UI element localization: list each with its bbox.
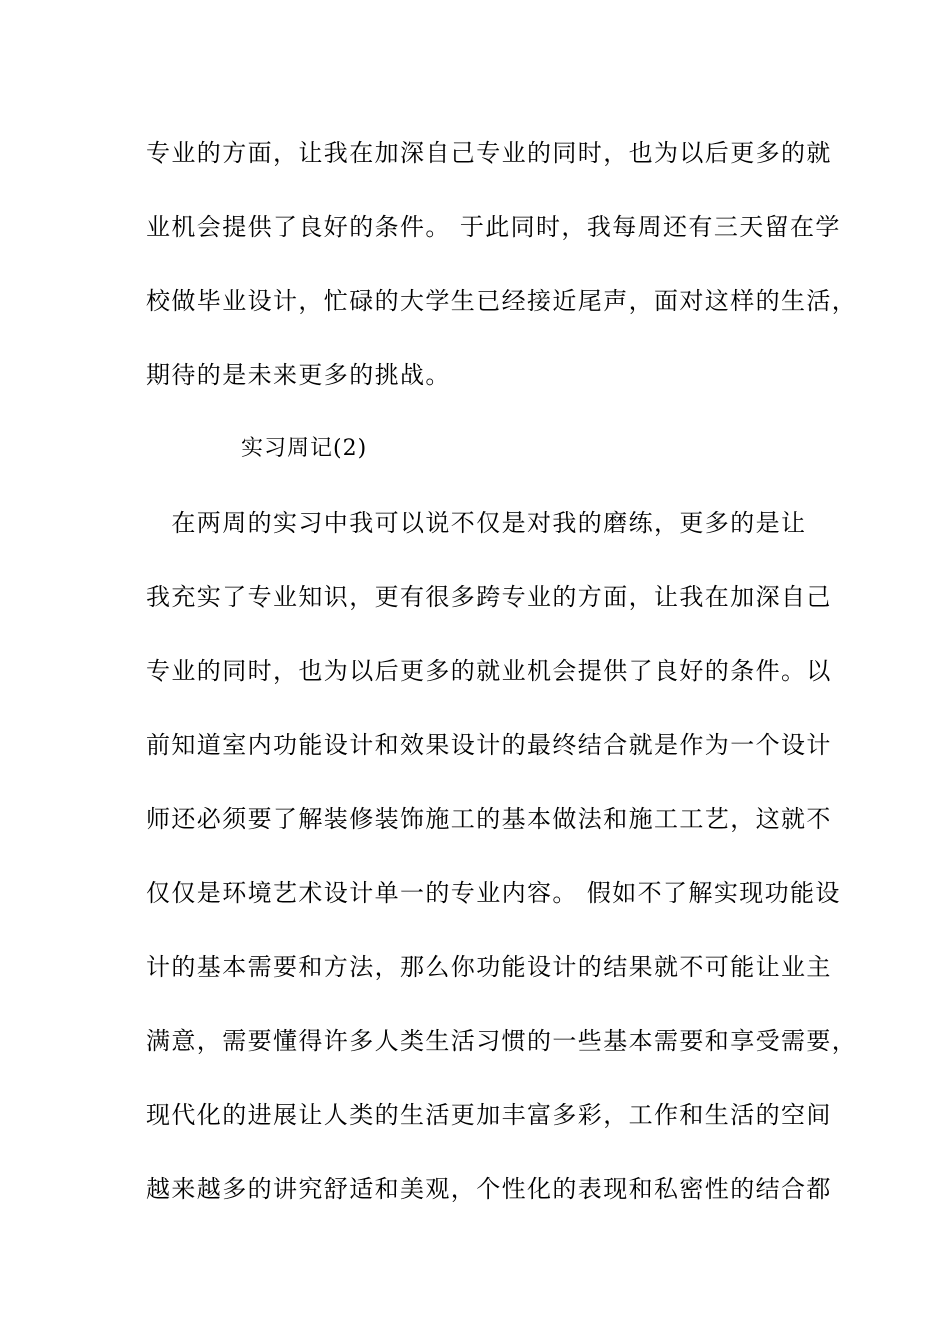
text-line: 仅仅是环境艺术设计单一的专业内容。 假如不了解实现功能设	[146, 879, 841, 907]
text-line: 业机会提供了良好的条件。 于此同时，我每周还有三天留在学	[146, 213, 841, 241]
text-line: 满意，需要懂得许多人类生活习惯的一些基本需要和享受需要，	[146, 1027, 858, 1055]
text-line: 计的基本需要和方法，那么你功能设计的结果就不可能让业主	[146, 953, 832, 981]
section-heading: 实习周记(2)	[241, 436, 368, 461]
text-line: 专业的方面，让我在加深自己专业的同时，也为以后更多的就	[146, 139, 832, 167]
text-line: 师还必须要了解装修装饰施工的基本做法和施工工艺，这就不	[146, 805, 832, 833]
text-line: 专业的同时，也为以后更多的就业机会提供了良好的条件。以	[146, 657, 832, 685]
text-line: 在两周的实习中我可以说不仅是对我的磨练，更多的是让	[146, 509, 807, 537]
text-line: 期待的是未来更多的挑战。	[146, 361, 451, 389]
text-line: 校做毕业设计，忙碌的大学生已经接近尾声，面对这样的生活，	[146, 287, 858, 315]
text-line: 越来越多的讲究舒适和美观，个性化的表现和私密性的结合都	[146, 1175, 832, 1203]
text-line: 现代化的进展让人类的生活更加丰富多彩，工作和生活的空间	[146, 1101, 832, 1129]
text-line: 前知道室内功能设计和效果设计的最终结合就是作为一个设计	[146, 731, 832, 759]
text-line: 我充实了专业知识，更有很多跨专业的方面，让我在加深自己	[146, 583, 832, 611]
